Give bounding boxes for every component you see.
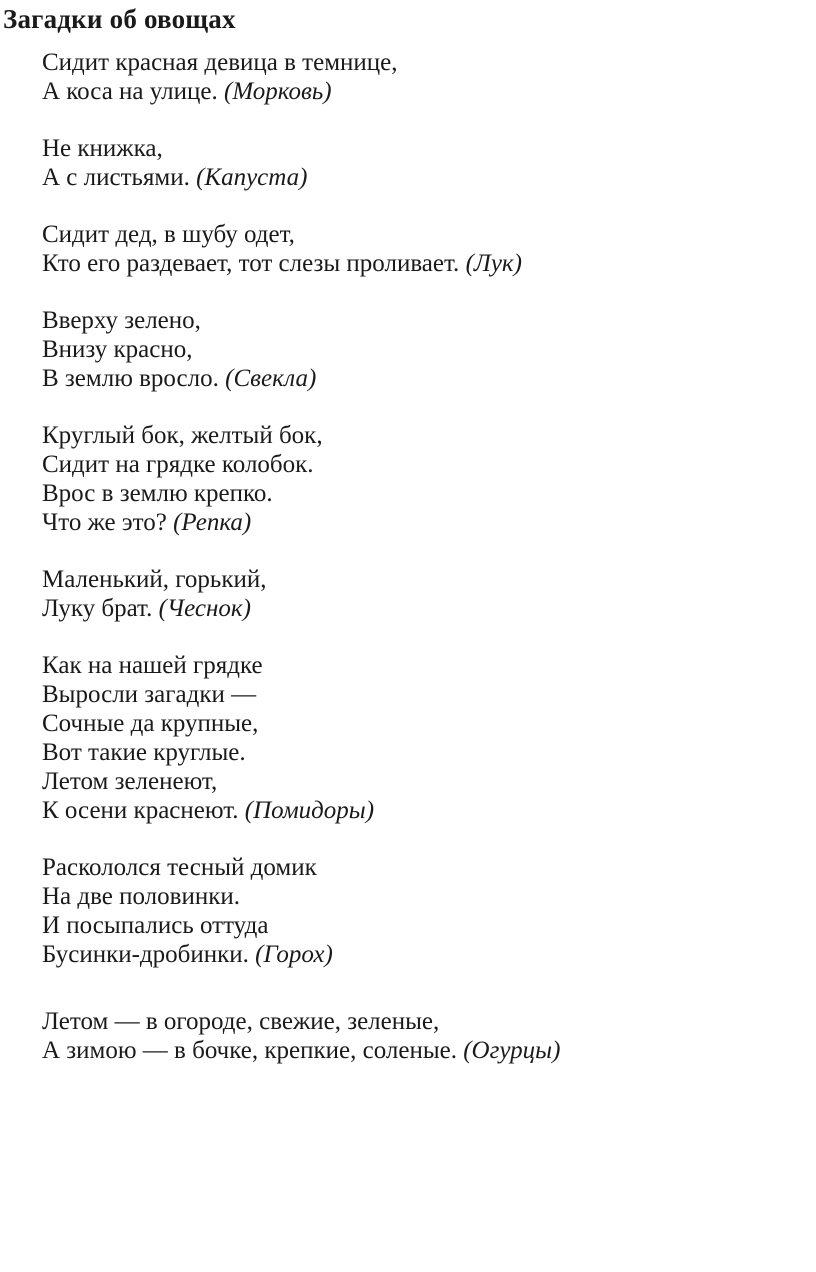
riddle-line: И посыпались оттуда [42, 912, 269, 939]
riddle-line: А с листьями. (Капуста) [42, 164, 308, 191]
riddle-line: Круглый бок, желтый бок, [42, 422, 323, 449]
riddle-line: А коса на улице. (Морковь) [42, 78, 332, 105]
riddle-answer: (Помидоры) [244, 797, 375, 824]
riddle-line: На две половинки. [42, 883, 240, 910]
riddle-line: Выросли загадки — [42, 681, 257, 708]
riddle-answer: (Лук) [465, 250, 522, 277]
riddle-line: Летом зеленеют, [42, 768, 218, 795]
riddle-answer: (Чеснок) [158, 595, 251, 622]
riddle-line: Сидит красная девица в темнице, [42, 49, 398, 76]
riddle-line: Не книжка, [42, 135, 163, 162]
riddle-line: Кто его раздевает, тот слезы проливает. (Лук) [42, 250, 522, 277]
riddle [42, 48, 796, 106]
riddle [42, 220, 796, 278]
riddle-answer: (Репка) [173, 509, 252, 536]
riddle-answer: (Морковь) [224, 78, 332, 105]
riddle-list [42, 48, 796, 1065]
riddle-line: Бусинки-дробинки. (Горох) [42, 941, 333, 968]
riddle-line: А зимою — в бочке, крепкие, соленые. (Огурцы) [42, 1037, 561, 1064]
riddle-line: Вот такие круглые. [42, 739, 246, 766]
riddle-line: К осени краснеют. (Помидоры) [42, 797, 375, 824]
riddle-line: Сидит дед, в шубу одет, [42, 221, 295, 248]
riddle-answer: (Горох) [255, 941, 333, 968]
riddle-answer: (Огурцы) [463, 1037, 561, 1064]
riddle-line: Вверху зелено, [42, 307, 201, 334]
riddle [42, 853, 796, 969]
riddle-answer: (Свекла) [225, 365, 317, 392]
riddle-line: В землю вросло. (Свекла) [42, 365, 317, 392]
riddle [42, 421, 796, 537]
riddle [42, 134, 796, 192]
riddle-line: Как на нашей грядке [42, 652, 263, 679]
riddle-line: Раскололся тесный домик [42, 854, 317, 881]
riddle [42, 1007, 796, 1065]
riddle-line: Сочные да крупные, [42, 710, 259, 737]
riddle-line: Летом — в огороде, свежие, зеленые, [42, 1008, 440, 1035]
riddle [42, 565, 796, 623]
riddle-line: Маленький, горький, [42, 566, 267, 593]
riddle-line: Что же это? (Репка) [42, 509, 252, 536]
riddle-answer: (Капуста) [196, 164, 308, 191]
riddle [42, 651, 796, 825]
page-title: Загадки об овощах [3, 4, 236, 34]
riddle-line: Сидит на грядке колобок. [42, 451, 314, 478]
riddle-line: Внизу красно, [42, 336, 193, 363]
riddle-line: Луку брат. (Чеснок) [42, 595, 251, 622]
riddle-line: Врос в землю крепко. [42, 480, 273, 507]
riddle [42, 306, 796, 393]
